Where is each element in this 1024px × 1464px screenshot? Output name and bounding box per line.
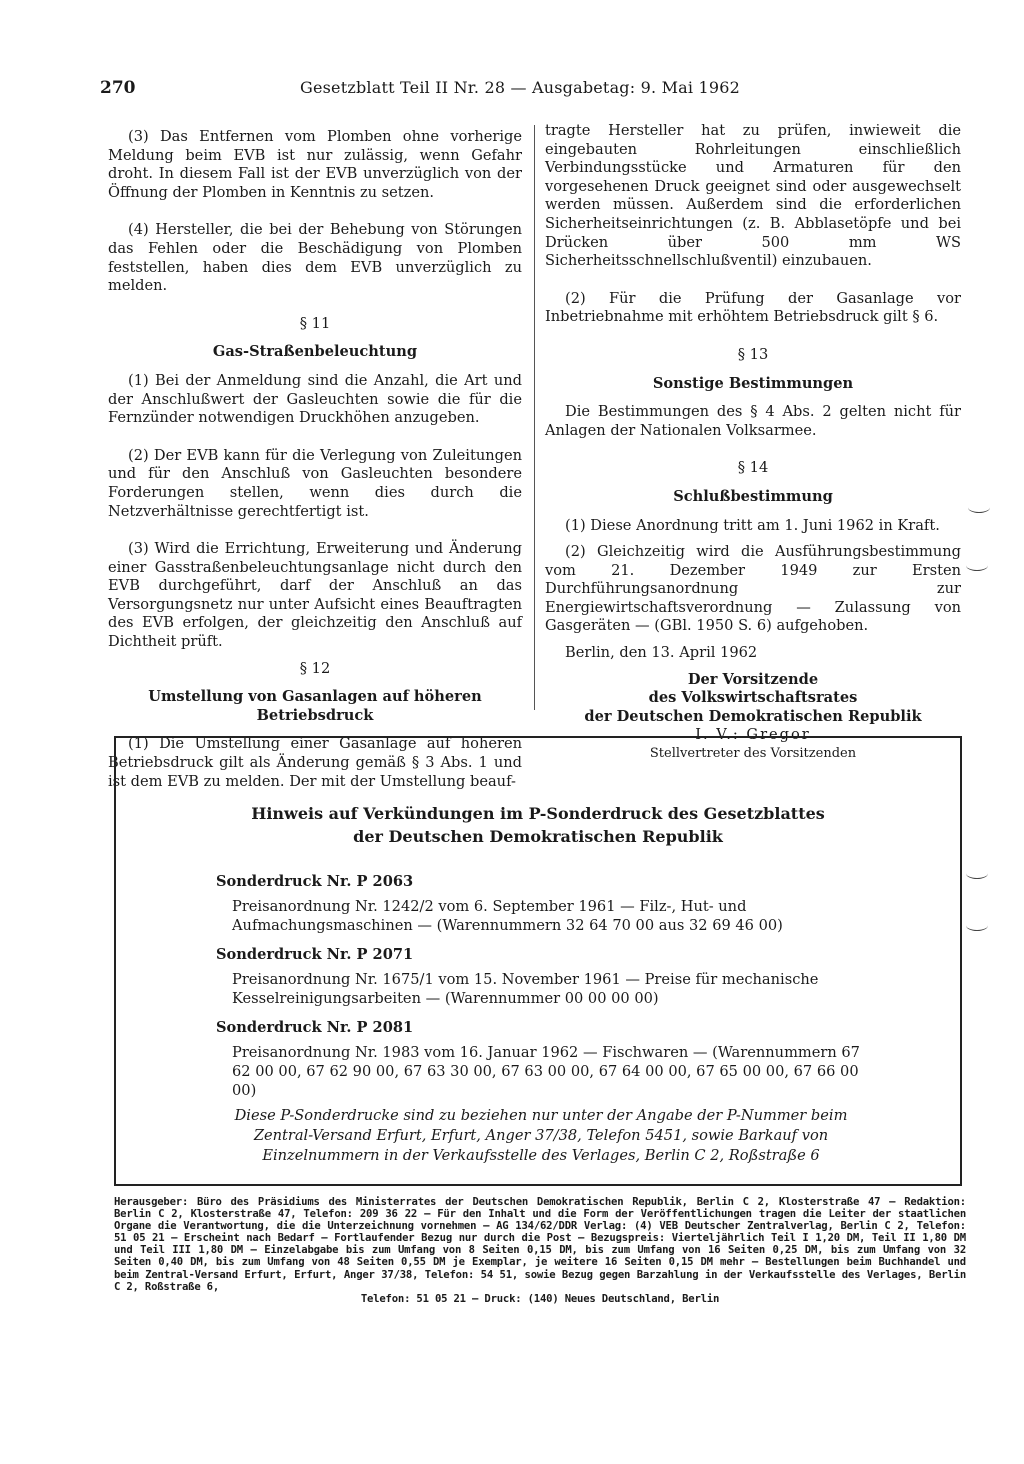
notice-item (216, 1018, 866, 1100)
paragraph: (3) Wird die Errichtung, Erweiterung und Änderung einer Gasstraßenbeleuchtungsanlage nicht durch den EVB durchgeführt, darf der Anschluß an das Versorgungsnetz nur unter Aufsicht eines Beauftragten des EVB erfolgen, der gleichzeitig den Anschluß auf Dichtheit prüft. (108, 540, 522, 651)
imprint-last-line: Telefon: 51 05 21 — Druck: (140) Neues Deutschland, Berlin (360, 1292, 720, 1305)
paragraph: (2) Der EVB kann für die Verlegung von Zuleitungen und für den Anschluß von Gasleuchten besondere Forderungen stellen, wenn dies durch die Netzverhältnisse gerechtfertigt ist. (108, 446, 522, 520)
section-number: § 11 (299, 314, 331, 332)
section-number: § 12 (299, 659, 331, 677)
right-column (545, 122, 961, 764)
section-title: Umstellung von Gasanlagen auf höheren Betriebsdruck (148, 688, 482, 724)
place-date: Berlin, den 13. April 1962 (565, 644, 758, 662)
signature-line: des Volkswirtschaftsrates (648, 689, 858, 707)
paragraph: tragte Hersteller hat zu prüfen, inwieweit die eingebauten Rohrleitungen einschließlich Verbindungsstücke und Armaturen für den vorgesehenen Druck geeignet sind oder ausgewechselt werden müssen. Außerdem sind die erforderlichen Sicherheitseinrichtungen (z. B. Abblasetöpfe und bei Drücken über 500 mm WS Sicherheitsschnellschlußventil) einzubauen. (545, 122, 961, 270)
signature-line: Der Vorsitzende (687, 670, 819, 688)
notice-box (114, 736, 962, 1186)
notice-footer: Diese P-Sonderdrucke sind zu beziehen nur unter der Angabe der P-Nummer beim Zentral-Versand Erfurt, Erfurt, Anger 37/38, Telefon 5451, sowie Barkauf von Einzelnummern in der Verkaufsstelle des Verlages, Berlin C 2, Roßstraße 6 (234, 1107, 848, 1164)
margin-mark (968, 502, 990, 513)
paragraph: (4) Hersteller, die bei der Behebung von Störungen das Fehlen oder die Beschädigung von Plomben feststellen, haben dies dem EVB unverzüglich zu melden. (108, 221, 522, 295)
paragraph: (1) Die Umstellung einer Gasanlage auf höheren Betriebsdruck gilt als Änderung gemäß § 3 Abs. 1 und ist dem EVB zu melden. Der mit der Umstellung beauf- (108, 735, 522, 790)
notice-item (216, 945, 866, 1008)
section-number: § 14 (737, 459, 769, 477)
section-title: Sonstige Bestimmungen (652, 374, 854, 392)
signatory-name: I. V.: Gregor (695, 726, 811, 744)
imprint-text: Herausgeber: Büro des Präsidiums des Ministerrates der Deutschen Demokratischen Republik, Berlin C 2, Klosterstraße 47 — Redaktion: Berlin C 2, Klosterstraße 47, Telefon: 209 36 22 — Für den Inhalt und die Form der Veröffentlichungen tragen die Leiter der staatlichen Organe die Verantwortung, die die Unterzeichnung vornehmen — AG 134/62/DDR Verlag: (4) VEB Deutscher Zentralverlag, Berlin C 2, Telefon: 51 05 21 — Erscheint nach Bedarf — Fortlaufender Bezug nur durch die Post — Bezugspreis: Vierteljährlich Teil I 1,20 DM, Teil II 1,80 DM und Teil III 1,80 DM — Einzelabgabe bis zum Umfang von 8 Seiten 0,15 DM, bis zum Umfang von 16 Seiten 0,25 DM, bis zum Umfang von 32 Seiten 0,40 DM, bis zum Umfang von 48 Seiten 0,55 DM je Exemplar, je weitere 16 Seiten 0,15 DM mehr — Bestellungen beim Buchhandel und beim Zentral-Versand Erfurt, Erfurt, Anger 37/38, Telefon: 54 51, sowie Bezug gegen Barzahlung in der Verkaufsstelle des Verlages, Berlin C 2, Roßstraße 6, (114, 1196, 966, 1293)
paragraph: (2) Gleichzeitig wird die Ausführungsbestimmung vom 21. Dezember 1949 zur Ersten Durchführungsanordnung zur Energiewirtschaftsverordnung — Zulassung von Gasgeräten — (GBl. 1950 S. 6) aufgehoben. (545, 543, 961, 635)
section-number: § 13 (737, 345, 769, 363)
running-head: Gesetzblatt Teil II Nr. 28 — Ausgabetag: 9. Mai 1962 (300, 78, 741, 97)
left-column (108, 128, 522, 810)
column-divider (534, 125, 535, 710)
margin-mark (966, 920, 988, 931)
paragraph: (3) Das Entfernen vom Plomben ohne vorherige Meldung beim EVB ist nur zulässig, wenn Gefahr droht. In diesem Fall ist der EVB unverzüglich von der Öffnung der Plomben in Kenntnis zu setzen. (108, 128, 522, 201)
notice-title-line: der Deutschen Demokratischen Republik (353, 827, 723, 846)
notice-item-heading: Sonderdruck Nr. P 2071 (216, 946, 414, 963)
notice-item-text: Preisanordnung Nr. 1675/1 vom 15. November 1961 — Preise für mechanische Kesselreinigungsarbeiten — (Warennummer 00 00 00 00) (232, 971, 819, 1007)
notice-item-heading: Sonderdruck Nr. P 2081 (216, 1019, 414, 1036)
notice-item (216, 872, 866, 935)
signature-line: der Deutschen Demokratischen Republik (584, 707, 922, 725)
notice-body (216, 862, 866, 1166)
paragraph: (1) Bei der Anmeldung sind die Anzahl, die Art und der Anschlußwert der Gasleuchten sowie die für die Fernzünder notwendigen Druckhöhen anzugeben. (108, 371, 522, 427)
notice-item-text: Preisanordnung Nr. 1242/2 vom 6. September 1961 — Filz-, Hut- und Aufmachungsmaschinen — (Warennummern 32 64 70 00 aus 32 69 46 00) (232, 898, 783, 934)
imprint (114, 1196, 966, 1305)
page-number: 270 (100, 78, 136, 98)
paragraph: Die Bestimmungen des § 4 Abs. 2 gelten nicht für Anlagen der Nationalen Volksarmee. (545, 403, 961, 439)
signatory-role: Stellvertreter des Vorsitzenden (649, 746, 857, 762)
notice-title (116, 802, 960, 848)
margin-mark (966, 868, 988, 879)
notice-title-line: Hinweis auf Verkündungen im P-Sonderdruck des Gesetzblattes (251, 804, 825, 823)
margin-mark (966, 560, 988, 571)
paragraph: (2) Für die Prüfung der Gasanlage vor Inbetriebnahme mit erhöhtem Betriebsdruck gilt § 6. (545, 289, 961, 326)
section-title: Gas-Straßenbeleuchtung (212, 343, 418, 361)
section-title: Schlußbestimmung (673, 487, 833, 505)
notice-item-text: Preisanordnung Nr. 1983 vom 16. Januar 1962 — Fischwaren — (Warennummern 67 62 00 00, 67 62 90 00, 67 63 30 00, 67 63 00 00, 67 64 00 00, 67 65 00 00, 67 66 00 00) (232, 1044, 860, 1099)
notice-item-heading: Sonderdruck Nr. P 2063 (216, 873, 414, 890)
paragraph: (1) Diese Anordnung tritt am 1. Juni 1962 in Kraft. (565, 516, 940, 534)
